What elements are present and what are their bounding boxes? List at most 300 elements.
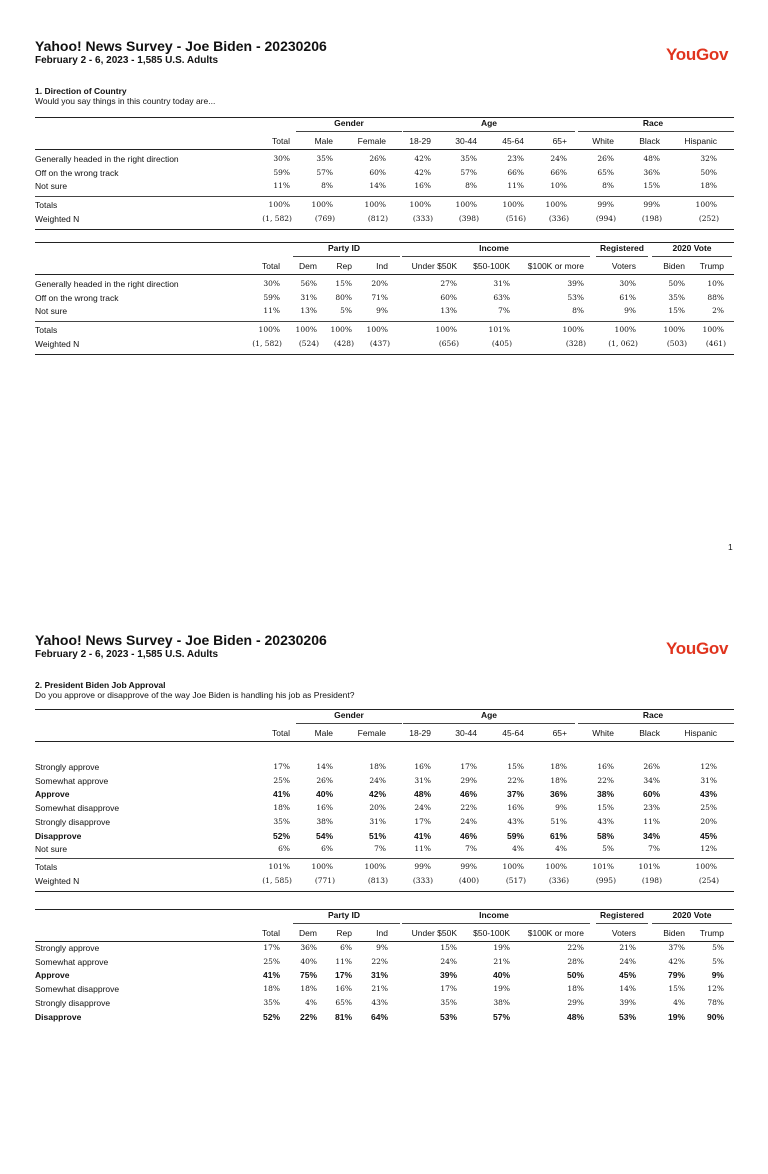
table-cell: 15% — [643, 181, 660, 191]
table-cell: 4% — [305, 997, 317, 1007]
table-cell: 43% — [699, 789, 717, 800]
table-cell: 24% — [414, 803, 431, 813]
question-title: 1. Direction of Country — [35, 86, 127, 96]
table-bottom-rule — [35, 354, 734, 355]
table-cell: 21% — [493, 956, 510, 966]
column-header: Female — [357, 728, 386, 738]
weighted-n-cell: (503) — [666, 338, 687, 348]
table-cell: 17% — [460, 762, 477, 771]
table-cell: 9% — [624, 306, 636, 316]
table-cell: 53% — [439, 1011, 457, 1022]
table-cell: 5% — [712, 956, 724, 966]
table-cell: 63% — [493, 292, 510, 302]
table-cell: 22% — [460, 803, 477, 813]
table-cell: 16% — [316, 803, 333, 813]
table-cell: 20% — [371, 279, 388, 288]
table-cell: 5% — [602, 844, 614, 854]
table-cell: 8% — [572, 306, 584, 316]
weighted-n-cell: (1, 062) — [608, 338, 638, 348]
table-cell: 15% — [597, 803, 614, 813]
column-header: $50-100K — [473, 261, 510, 271]
table-cell: 14% — [369, 181, 386, 191]
totals-cell: 100% — [455, 200, 477, 209]
table-cell: 37% — [668, 943, 685, 952]
row-label: Off on the wrong track — [35, 167, 119, 178]
table-cell: 31% — [370, 970, 388, 981]
table-cell: 23% — [643, 803, 660, 813]
table-cell: 31% — [300, 292, 317, 302]
column-header: Voters — [611, 928, 636, 938]
yougov-logo: YouGov — [666, 45, 729, 64]
column-header: 30-44 — [455, 728, 477, 738]
column-header: White — [592, 136, 614, 146]
table-cell: 48% — [643, 154, 660, 163]
totals-label: Totals — [35, 862, 58, 872]
table-cell: 9% — [711, 970, 724, 981]
column-header: White — [592, 728, 614, 738]
totals-cell: 101% — [638, 862, 660, 871]
table-cell: 11% — [335, 956, 352, 966]
totals-cell: 100% — [330, 325, 352, 334]
weighted-n-cell: (813) — [367, 875, 388, 885]
column-header: Dem — [299, 261, 317, 271]
row-label: Somewhat approve — [35, 775, 109, 786]
weighted-n-cell: (400) — [458, 875, 479, 885]
column-header: $50-100K — [473, 928, 510, 938]
table-cell: 16% — [414, 181, 431, 191]
table-cell: 58% — [596, 830, 614, 841]
weighted-n-cell: (771) — [314, 875, 335, 885]
column-header: Total — [262, 928, 280, 938]
column-header: 65+ — [552, 728, 567, 738]
table-cell: 50% — [668, 279, 685, 288]
table-cell: 26% — [643, 762, 660, 771]
table-cell: 11% — [414, 844, 431, 854]
table-cell: 50% — [700, 167, 717, 177]
weighted-n-cell: (517) — [505, 875, 526, 885]
weighted-n-cell: (328) — [565, 338, 586, 348]
weighted-n-cell: (656) — [438, 338, 459, 348]
table-cell: 60% — [440, 292, 457, 302]
row-label: Strongly approve — [35, 943, 100, 953]
table-cell: 32% — [700, 154, 717, 163]
table-cell: 42% — [414, 167, 431, 177]
weighted-n-cell: (769) — [314, 213, 335, 223]
table-cell: 22% — [567, 943, 584, 952]
report-page — [0, 0, 768, 580]
table-cell: 5% — [712, 943, 724, 952]
table-cell: 22% — [507, 775, 524, 785]
weighted-n-cell: (254) — [698, 875, 719, 885]
yougov-logo: YouGov — [666, 639, 729, 658]
table-cell: 81% — [334, 1011, 352, 1022]
column-header: Total — [262, 261, 280, 271]
table-cell: 17% — [273, 762, 290, 771]
table-cell: 4% — [512, 844, 524, 854]
table-cell: 56% — [300, 279, 317, 288]
weighted-n-cell: (1, 582) — [252, 338, 282, 348]
column-header: 18-29 — [409, 728, 431, 738]
table-cell: 52% — [272, 830, 290, 841]
weighted-n-cell: (405) — [491, 338, 512, 348]
table-cell: 21% — [619, 943, 636, 952]
table-cell: 20% — [369, 803, 386, 813]
table-cell: 35% — [440, 997, 457, 1007]
table-cell: 31% — [700, 775, 717, 785]
column-header: Female — [357, 136, 386, 146]
table-cell: 16% — [414, 762, 431, 771]
table-cell: 31% — [414, 775, 431, 785]
table-cell: 21% — [371, 984, 388, 994]
report-page — [0, 594, 768, 1174]
table-cell: 35% — [668, 292, 685, 302]
crosstab-politics — [0, 0, 768, 580]
table-cell: 75% — [299, 970, 317, 981]
table-cell: 40% — [300, 956, 317, 966]
group-underline — [293, 256, 400, 257]
weighted-n-cell: (524) — [298, 338, 319, 348]
table-cell: 27% — [440, 279, 457, 288]
table-cell: 8% — [465, 181, 477, 191]
table-cell: 18% — [700, 181, 717, 191]
group-underline — [402, 923, 590, 924]
table-cell: 42% — [668, 956, 685, 966]
table-cell: 18% — [550, 762, 567, 771]
column-header: $100K or more — [527, 928, 584, 938]
page-title: Yahoo! News Survey - Joe Biden - 20230206 — [35, 632, 327, 648]
table-cell: 9% — [555, 803, 567, 813]
table-cell: 24% — [619, 956, 636, 966]
row-label: Approve — [35, 970, 70, 981]
weighted-n-cell: (428) — [333, 338, 354, 348]
table-cell: 30% — [263, 279, 280, 288]
weighted-n-cell: (336) — [548, 213, 569, 223]
totals-label: Totals — [35, 325, 58, 335]
table-cell: 19% — [493, 984, 510, 994]
table-cell: 43% — [597, 816, 614, 826]
weighted-n-cell: (336) — [548, 875, 569, 885]
weighted-n-cell: (812) — [367, 213, 388, 223]
table-cell: 71% — [371, 292, 388, 302]
group-underline — [596, 923, 648, 924]
table-cell: 12% — [700, 844, 717, 854]
group-header: Party ID — [327, 910, 361, 920]
table-cell: 42% — [414, 154, 431, 163]
column-header: Hispanic — [684, 136, 717, 146]
table-cell: 39% — [619, 997, 636, 1007]
row-label: Somewhat disapprove — [35, 984, 120, 995]
table-cell: 50% — [566, 970, 584, 981]
table-cell: 7% — [374, 844, 386, 854]
column-header: Total — [272, 136, 290, 146]
table-cell: 59% — [506, 830, 524, 841]
row-label: Not sure — [35, 306, 68, 317]
table-cell: 16% — [335, 984, 352, 994]
column-header: Black — [639, 728, 660, 738]
weighted-n-label: Weighted N — [35, 338, 80, 349]
group-header: Income — [479, 243, 509, 253]
row-label: Approve — [35, 789, 70, 800]
table-cell: 65% — [597, 167, 614, 177]
table-cell: 24% — [550, 154, 567, 163]
row-label: Somewhat approve — [35, 956, 109, 967]
table-cell: 23% — [507, 154, 524, 163]
totals-cell: 100% — [695, 200, 717, 209]
totals-label: Totals — [35, 200, 58, 210]
table-cell: 59% — [263, 292, 280, 302]
page-title: Yahoo! News Survey - Joe Biden - 20230206 — [35, 38, 327, 54]
group-underline — [596, 256, 648, 257]
table-cell: 22% — [371, 956, 388, 966]
group-underline — [652, 923, 732, 924]
group-header: Registered — [600, 243, 644, 253]
group-header: Race — [642, 118, 664, 128]
totals-cell: 100% — [295, 325, 317, 334]
table-cell: 31% — [369, 816, 386, 826]
page-subtitle: February 2 - 6, 2023 - 1,585 U.S. Adults — [35, 649, 219, 660]
table-cell: 13% — [440, 306, 457, 316]
column-header: Ind — [376, 261, 388, 271]
question-text: Do you approve or disapprove of the way Joe Biden is handling his job as President? — [35, 690, 355, 700]
table-cell: 39% — [567, 279, 584, 288]
table-cell: 80% — [335, 292, 352, 302]
table-cell: 24% — [440, 956, 457, 966]
totals-cell: 100% — [258, 325, 280, 334]
table-cell: 9% — [376, 306, 388, 316]
weighted-n-label: Weighted N — [35, 213, 80, 224]
group-header: 2020 Vote — [672, 910, 712, 920]
table-cell: 38% — [493, 997, 510, 1007]
table-cell: 60% — [642, 789, 660, 800]
totals-cell: 100% — [562, 325, 584, 334]
weighted-n-cell: (252) — [698, 213, 719, 223]
column-header: 65+ — [552, 136, 567, 146]
table-cell: 51% — [368, 830, 386, 841]
totals-cell: 100% — [409, 200, 431, 209]
row-label: Not sure — [35, 181, 68, 192]
totals-cell: 101% — [592, 862, 614, 871]
totals-cell: 100% — [502, 862, 524, 871]
weighted-n-cell: (333) — [412, 213, 433, 223]
table-cell: 11% — [643, 816, 660, 826]
table-cell: 15% — [440, 943, 457, 952]
table-cell: 29% — [460, 775, 477, 785]
totals-cell: 99% — [597, 200, 614, 209]
row-label: Generally headed in the right direction — [35, 279, 179, 289]
table-cell: 35% — [460, 154, 477, 163]
weighted-n-cell: (461) — [705, 338, 726, 348]
column-header: Rep — [336, 261, 352, 271]
column-header: 45-64 — [502, 136, 524, 146]
totals-cell: 99% — [643, 200, 660, 209]
table-cell: 14% — [619, 984, 636, 994]
table-cell: 10% — [707, 279, 724, 288]
table-cell: 35% — [263, 997, 280, 1007]
totals-cell: 100% — [311, 200, 333, 209]
table-cell: 10% — [550, 181, 567, 191]
table-cell: 64% — [370, 1011, 388, 1022]
group-header: Registered — [600, 910, 644, 920]
weighted-n-cell: (1, 582) — [262, 213, 292, 223]
table-cell: 59% — [273, 167, 290, 177]
table-cell: 36% — [549, 789, 567, 800]
weighted-n-cell: (516) — [505, 213, 526, 223]
column-header: Male — [314, 136, 333, 146]
group-underline — [293, 923, 400, 924]
table-cell: 48% — [566, 1011, 584, 1022]
column-header: Biden — [663, 928, 685, 938]
totals-cell: 100% — [502, 200, 524, 209]
table-cell: 16% — [597, 762, 614, 771]
column-header: 45-64 — [502, 728, 524, 738]
table-cell: 8% — [321, 181, 333, 191]
totals-cell: 100% — [614, 325, 636, 334]
totals-cell: 100% — [268, 200, 290, 209]
table-cell: 22% — [597, 775, 614, 785]
table-cell: 66% — [550, 167, 567, 177]
table-cell: 52% — [262, 1011, 280, 1022]
question-text: Would you say things in this country today are... — [35, 96, 216, 106]
table-cell: 12% — [700, 762, 717, 771]
table-cell: 29% — [567, 997, 584, 1007]
table-cell: 7% — [498, 306, 510, 316]
totals-cell: 100% — [364, 200, 386, 209]
column-header: Black — [639, 136, 660, 146]
table-cell: 36% — [643, 167, 660, 177]
column-header: Hispanic — [684, 728, 717, 738]
group-header: Age — [480, 710, 498, 720]
table-cell: 48% — [413, 789, 431, 800]
table-cell: 37% — [506, 789, 524, 800]
header-rule — [35, 274, 734, 275]
column-header: Under $50K — [411, 928, 457, 938]
table-cell: 57% — [460, 167, 477, 177]
table-cell: 17% — [440, 984, 457, 994]
group-header: Income — [479, 910, 509, 920]
table-cell: 42% — [368, 789, 386, 800]
table-cell: 15% — [668, 306, 685, 316]
table-cell: 13% — [300, 306, 317, 316]
table-cell: 2% — [712, 306, 724, 316]
table-cell: 19% — [667, 1011, 685, 1022]
table-cell: 40% — [492, 970, 510, 981]
table-cell: 35% — [316, 154, 333, 163]
totals-cell: 100% — [545, 200, 567, 209]
table-cell: 25% — [700, 803, 717, 813]
weighted-n-cell: (1, 585) — [262, 875, 292, 885]
column-header: Total — [272, 728, 290, 738]
table-cell: 46% — [459, 830, 477, 841]
table-cell: 60% — [369, 167, 386, 177]
totals-cell: 99% — [460, 862, 477, 871]
row-label: Off on the wrong track — [35, 292, 119, 303]
table-cell: 7% — [465, 844, 477, 854]
column-header: Trump — [699, 261, 724, 271]
table-cell: 19% — [493, 943, 510, 952]
table-cell: 15% — [668, 984, 685, 994]
question-title: 2. President Biden Job Approval — [35, 680, 166, 690]
totals-cell: 101% — [268, 862, 290, 871]
group-header: Age — [480, 118, 498, 128]
table-cell: 4% — [673, 997, 685, 1007]
table-cell: 46% — [459, 789, 477, 800]
weighted-n-cell: (198) — [641, 875, 662, 885]
table-cell: 31% — [493, 279, 510, 288]
table-cell: 90% — [706, 1011, 724, 1022]
column-header: 18-29 — [409, 136, 431, 146]
table-cell: 40% — [315, 789, 333, 800]
column-header: 30-44 — [455, 136, 477, 146]
header-rule — [35, 941, 734, 942]
table-cell: 41% — [262, 970, 280, 981]
table-cell: 51% — [550, 816, 567, 826]
page-number: 1 — [728, 542, 733, 552]
table-cell: 17% — [414, 816, 431, 826]
table-cell: 20% — [700, 816, 717, 826]
table-cell: 6% — [340, 943, 352, 952]
table-cell: 34% — [642, 830, 660, 841]
table-cell: 14% — [316, 762, 333, 771]
table-cell: 18% — [273, 803, 290, 813]
table-cell: 45% — [618, 970, 636, 981]
group-underline — [402, 256, 590, 257]
weighted-n-cell: (994) — [595, 213, 616, 223]
table-cell: 78% — [707, 997, 724, 1007]
table-cell: 5% — [340, 306, 352, 316]
row-label: Disapprove — [35, 1011, 82, 1022]
column-header: Male — [314, 728, 333, 738]
totals-rule — [35, 321, 734, 322]
totals-cell: 99% — [414, 862, 431, 871]
row-label: Strongly disapprove — [35, 997, 111, 1008]
totals-cell: 100% — [545, 862, 567, 871]
table-cell: 6% — [278, 844, 290, 854]
table-cell: 11% — [263, 306, 280, 316]
weighted-n-cell: (333) — [412, 875, 433, 885]
totals-cell: 100% — [663, 325, 685, 334]
totals-cell: 100% — [311, 862, 333, 871]
table-cell: 34% — [643, 775, 660, 785]
table-cell: 35% — [273, 816, 290, 826]
totals-cell: 100% — [366, 325, 388, 334]
table-cell: 57% — [492, 1011, 510, 1022]
weighted-n-cell: (995) — [595, 875, 616, 885]
table-cell: 16% — [507, 803, 524, 813]
table-cell: 61% — [619, 292, 636, 302]
table-cell: 79% — [667, 970, 685, 981]
table-cell: 26% — [316, 775, 333, 785]
table-cell: 8% — [602, 181, 614, 191]
weighted-n-cell: (437) — [369, 338, 390, 348]
totals-cell: 100% — [702, 325, 724, 334]
table-cell: 41% — [413, 830, 431, 841]
table-cell: 15% — [507, 762, 524, 771]
totals-cell: 100% — [435, 325, 457, 334]
column-header: Dem — [299, 928, 317, 938]
table-cell: 53% — [567, 292, 584, 302]
weighted-n-cell: (398) — [458, 213, 479, 223]
weighted-n-label: Weighted N — [35, 875, 80, 886]
column-header: Ind — [376, 928, 388, 938]
column-header: Biden — [663, 261, 685, 271]
table-cell: 4% — [555, 844, 567, 854]
table-cell: 53% — [618, 1011, 636, 1022]
column-header: Rep — [336, 928, 352, 938]
table-cell: 25% — [273, 775, 290, 785]
table-cell: 43% — [371, 997, 388, 1007]
group-header: Party ID — [327, 243, 361, 253]
table-cell: 54% — [315, 830, 333, 841]
